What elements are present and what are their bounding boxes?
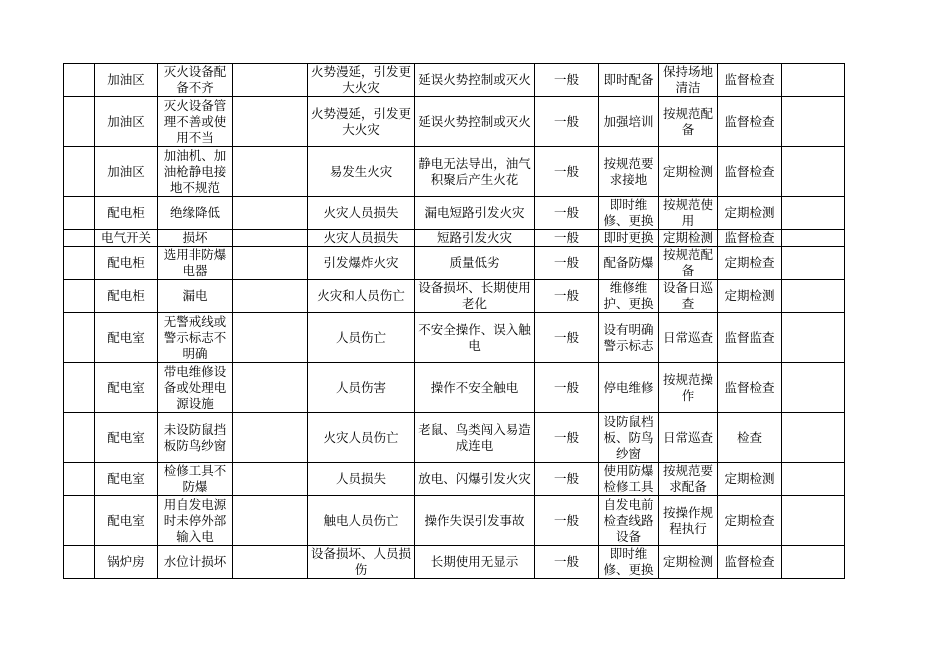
check-cell: 监督检查 [718, 363, 782, 413]
hazard-cell: 选用非防爆电器 [158, 247, 233, 280]
table-body [64, 64, 845, 579]
risk-level-cell: 一般 [535, 496, 599, 546]
blank-cell [233, 247, 308, 280]
area-cell: 锅炉房 [95, 546, 158, 579]
control-cell: 按规范配备 [659, 247, 718, 280]
check-cell: 监督检查 [718, 64, 782, 97]
risk-level-cell: 一般 [535, 97, 599, 147]
hazard-cell: 未设防鼠挡板防鸟纱窗 [158, 413, 233, 463]
risk-level-cell: 一般 [535, 313, 599, 363]
measure-cell: 设防鼠档板、防鸟纱窗 [599, 413, 659, 463]
blank-cell [233, 64, 308, 97]
remark-cell [782, 496, 845, 546]
control-cell: 按规范要求配备 [659, 463, 718, 496]
area-cell: 加油区 [95, 64, 158, 97]
consequence-cell: 火势漫延，引发更大火灾 [308, 64, 415, 97]
area-cell: 电气开关 [95, 230, 158, 247]
cause-cell: 操作不安全触电 [415, 363, 535, 413]
row-number-cell [64, 147, 95, 197]
table-row [64, 546, 845, 579]
table-row [64, 496, 845, 546]
consequence-cell: 引发爆炸火灾 [308, 247, 415, 280]
row-number-cell [64, 313, 95, 363]
cause-cell: 短路引发火灾 [415, 230, 535, 247]
table-row [64, 313, 845, 363]
cause-cell: 设备损坏、长期使用老化 [415, 280, 535, 313]
row-number-cell [64, 280, 95, 313]
remark-cell [782, 64, 845, 97]
control-cell: 按操作规程执行 [659, 496, 718, 546]
row-number-cell [64, 247, 95, 280]
cause-cell: 质量低劣 [415, 247, 535, 280]
table-row [64, 97, 845, 147]
risk-level-cell: 一般 [535, 280, 599, 313]
consequence-cell: 人员伤亡 [308, 313, 415, 363]
table-row [64, 413, 845, 463]
row-number-cell [64, 363, 95, 413]
table-row [64, 64, 845, 97]
measure-cell: 即时维修、更换 [599, 197, 659, 230]
row-number-cell [64, 496, 95, 546]
table-row [64, 147, 845, 197]
consequence-cell: 人员损失 [308, 463, 415, 496]
risk-level-cell: 一般 [535, 230, 599, 247]
cause-cell: 静电无法导出，油气积聚后产生火花 [415, 147, 535, 197]
cause-cell: 不安全操作、误入触电 [415, 313, 535, 363]
hazard-cell: 带电维修设备或处理电源设施 [158, 363, 233, 413]
control-cell: 日常巡查 [659, 313, 718, 363]
area-cell: 配电室 [95, 363, 158, 413]
control-cell: 按规范配备 [659, 97, 718, 147]
remark-cell [782, 197, 845, 230]
control-cell: 定期检测 [659, 147, 718, 197]
cause-cell: 延误火势控制或灭火 [415, 64, 535, 97]
hazard-cell: 绝缘降低 [158, 197, 233, 230]
check-cell: 定期检测 [718, 197, 782, 230]
consequence-cell: 火势漫延，引发更大火灾 [308, 97, 415, 147]
remark-cell [782, 413, 845, 463]
consequence-cell: 触电人员伤亡 [308, 496, 415, 546]
blank-cell [233, 546, 308, 579]
control-cell: 按规范操作 [659, 363, 718, 413]
cause-cell: 放电、闪爆引发火灾 [415, 463, 535, 496]
check-cell: 定期检查 [718, 496, 782, 546]
area-cell: 加油区 [95, 97, 158, 147]
check-cell: 检查 [718, 413, 782, 463]
area-cell: 配电柜 [95, 197, 158, 230]
area-cell: 配电室 [95, 413, 158, 463]
check-cell: 定期检测 [718, 463, 782, 496]
remark-cell [782, 280, 845, 313]
control-cell: 定期检测 [659, 230, 718, 247]
table-row [64, 363, 845, 413]
row-number-cell [64, 546, 95, 579]
remark-cell [782, 313, 845, 363]
blank-cell [233, 230, 308, 247]
area-cell: 配电室 [95, 463, 158, 496]
blank-cell [233, 363, 308, 413]
cause-cell: 长期使用无显示 [415, 546, 535, 579]
row-number-cell [64, 197, 95, 230]
hazard-cell: 检修工具不防爆 [158, 463, 233, 496]
risk-level-cell: 一般 [535, 413, 599, 463]
row-number-cell [64, 463, 95, 496]
consequence-cell: 火灾人员损失 [308, 230, 415, 247]
risk-level-cell: 一般 [535, 363, 599, 413]
blank-cell [233, 147, 308, 197]
remark-cell [782, 247, 845, 280]
hazard-cell: 灭火设备配备不齐 [158, 64, 233, 97]
cause-cell: 操作失误引发事故 [415, 496, 535, 546]
control-cell: 定期检测 [659, 546, 718, 579]
check-cell: 监督监查 [718, 313, 782, 363]
blank-cell [233, 280, 308, 313]
check-cell: 监督检查 [718, 546, 782, 579]
consequence-cell: 火灾人员伤亡 [308, 413, 415, 463]
control-cell: 按规范使用 [659, 197, 718, 230]
hazard-cell: 灭火设备管理不善或使用不当 [158, 97, 233, 147]
hazard-cell: 无警戒线或警示标志不明确 [158, 313, 233, 363]
table-row [64, 197, 845, 230]
hazard-cell: 用自发电源时未停外部输入电 [158, 496, 233, 546]
measure-cell: 配备防爆 [599, 247, 659, 280]
check-cell: 定期检测 [718, 280, 782, 313]
check-cell: 监督检查 [718, 97, 782, 147]
area-cell: 加油区 [95, 147, 158, 197]
risk-assessment-table [63, 63, 845, 579]
table-row [64, 463, 845, 496]
cause-cell: 老鼠、鸟类闯入易造成连电 [415, 413, 535, 463]
risk-level-cell: 一般 [535, 247, 599, 280]
hazard-cell: 损坏 [158, 230, 233, 247]
measure-cell: 即时配备 [599, 64, 659, 97]
area-cell: 配电柜 [95, 280, 158, 313]
risk-level-cell: 一般 [535, 147, 599, 197]
area-cell: 配电柜 [95, 247, 158, 280]
blank-cell [233, 413, 308, 463]
control-cell: 日常巡查 [659, 413, 718, 463]
remark-cell [782, 230, 845, 247]
blank-cell [233, 197, 308, 230]
remark-cell [782, 363, 845, 413]
blank-cell [233, 97, 308, 147]
row-number-cell [64, 413, 95, 463]
measure-cell: 使用防爆检修工具 [599, 463, 659, 496]
risk-level-cell: 一般 [535, 546, 599, 579]
area-cell: 配电室 [95, 313, 158, 363]
row-number-cell [64, 64, 95, 97]
row-number-cell [64, 97, 95, 147]
measure-cell: 即时更换 [599, 230, 659, 247]
remark-cell [782, 463, 845, 496]
area-cell: 配电室 [95, 496, 158, 546]
table-row [64, 247, 845, 280]
measure-cell: 维修维护、更换 [599, 280, 659, 313]
risk-level-cell: 一般 [535, 463, 599, 496]
blank-cell [233, 313, 308, 363]
consequence-cell: 火灾人员损失 [308, 197, 415, 230]
blank-cell [233, 463, 308, 496]
check-cell: 监督检查 [718, 147, 782, 197]
check-cell: 监督检查 [718, 230, 782, 247]
hazard-cell: 加油机、加油枪静电接地不规范 [158, 147, 233, 197]
blank-cell [233, 496, 308, 546]
remark-cell [782, 147, 845, 197]
check-cell: 定期检查 [718, 247, 782, 280]
risk-level-cell: 一般 [535, 64, 599, 97]
measure-cell: 按规范要求接地 [599, 147, 659, 197]
consequence-cell: 火灾和人员伤亡 [308, 280, 415, 313]
hazard-cell: 水位计损坏 [158, 546, 233, 579]
control-cell: 设备日巡查 [659, 280, 718, 313]
table-row [64, 230, 845, 247]
table-row [64, 280, 845, 313]
consequence-cell: 设备损坏、人员损伤 [308, 546, 415, 579]
measure-cell: 自发电前检查线路设备 [599, 496, 659, 546]
row-number-cell [64, 230, 95, 247]
cause-cell: 延误火势控制或灭火 [415, 97, 535, 147]
consequence-cell: 易发生火灾 [308, 147, 415, 197]
measure-cell: 即时维修、更换 [599, 546, 659, 579]
measure-cell: 加强培训 [599, 97, 659, 147]
control-cell: 保持场地清洁 [659, 64, 718, 97]
measure-cell: 设有明确警示标志 [599, 313, 659, 363]
consequence-cell: 人员伤害 [308, 363, 415, 413]
risk-level-cell: 一般 [535, 197, 599, 230]
remark-cell [782, 97, 845, 147]
hazard-cell: 漏电 [158, 280, 233, 313]
remark-cell [782, 546, 845, 579]
cause-cell: 漏电短路引发火灾 [415, 197, 535, 230]
measure-cell: 停电维修 [599, 363, 659, 413]
